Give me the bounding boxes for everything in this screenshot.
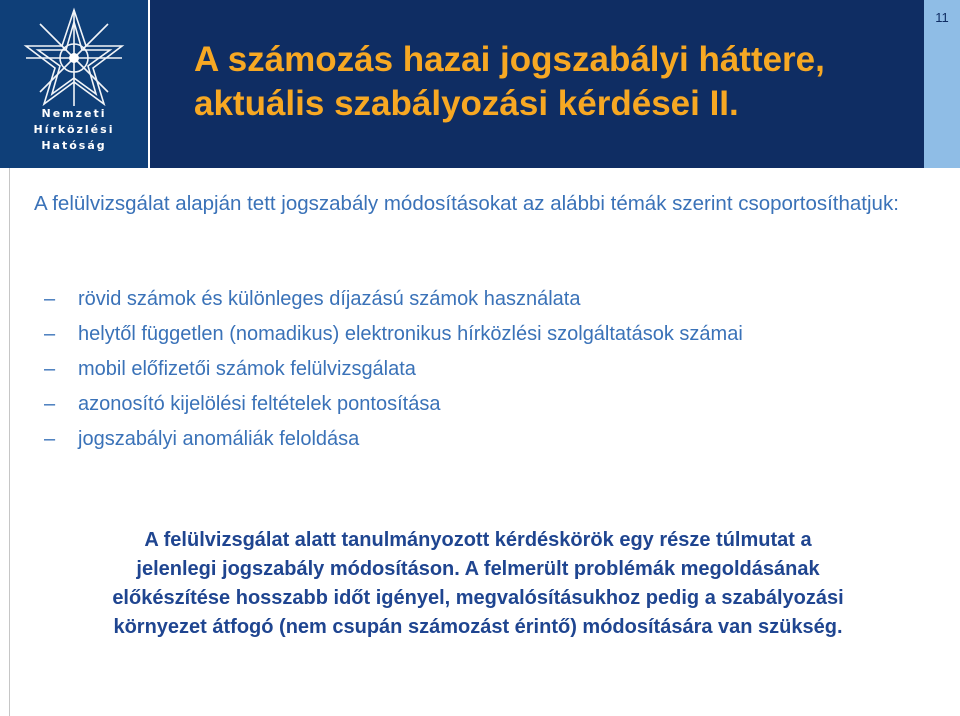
- logo-text: [0, 106, 148, 154]
- page-number: 11: [935, 10, 949, 25]
- conclusion-line-4: környezet átfogó (nem csupán számozást érintő) módosítására van szükség.: [113, 616, 843, 638]
- accent-band: [924, 0, 960, 168]
- star-logo-icon: [22, 6, 126, 110]
- left-divider: [9, 168, 10, 716]
- conclusion-line-2: jelenlegi jogszabály módosításon. A felmerült problémák megoldásának: [136, 558, 820, 580]
- logo-panel: [0, 0, 148, 168]
- list-item: [44, 286, 904, 313]
- title-band: [150, 0, 924, 168]
- topic-list: [44, 286, 904, 461]
- list-item: [44, 391, 904, 418]
- logo-line-2: Hírközlési: [33, 123, 115, 136]
- conclusion-line-1: A felülvizsgálat alatt tanulmányozott kérdéskörök egy része túlmutat a: [144, 529, 812, 551]
- list-item-text: rövid számok és különleges díjazású számok használata: [78, 288, 581, 310]
- list-item-text: helytől független (nomadikus) elektronikus hírközlési szolgáltatások számai: [78, 323, 743, 345]
- logo-line-1: Nemzeti: [41, 107, 107, 120]
- slide-title-line-2: aktuális szabályozási kérdései II.: [194, 84, 739, 123]
- list-item: [44, 356, 904, 383]
- logo-line-3: Hatóság: [41, 139, 107, 152]
- intro-paragraph: A felülvizsgálat alapján tett jogszabály módosításokat az alábbi témák szerint csoportosíthatjuk:: [34, 192, 899, 215]
- dash-bullet: –: [44, 393, 56, 415]
- list-item-text: azonosító kijelölési feltételek pontosítása: [78, 393, 441, 415]
- list-item: [44, 321, 904, 348]
- slide-title-line-1: A számozás hazai jogszabályi háttere,: [194, 40, 825, 79]
- dash-bullet: –: [44, 428, 56, 450]
- conclusion-line-3: előkészítése hosszabb időt igényel, megvalósításukhoz pedig a szabályozási: [112, 587, 844, 609]
- dash-bullet: –: [44, 288, 56, 310]
- dash-bullet: –: [44, 323, 56, 345]
- slide-title: [194, 38, 825, 126]
- dash-bullet: –: [44, 358, 56, 380]
- conclusion-paragraph: [32, 526, 924, 642]
- list-item: [44, 426, 904, 453]
- list-item-text: jogszabályi anomáliák feloldása: [78, 428, 360, 450]
- list-item-text: mobil előfizetői számok felülvizsgálata: [78, 358, 416, 380]
